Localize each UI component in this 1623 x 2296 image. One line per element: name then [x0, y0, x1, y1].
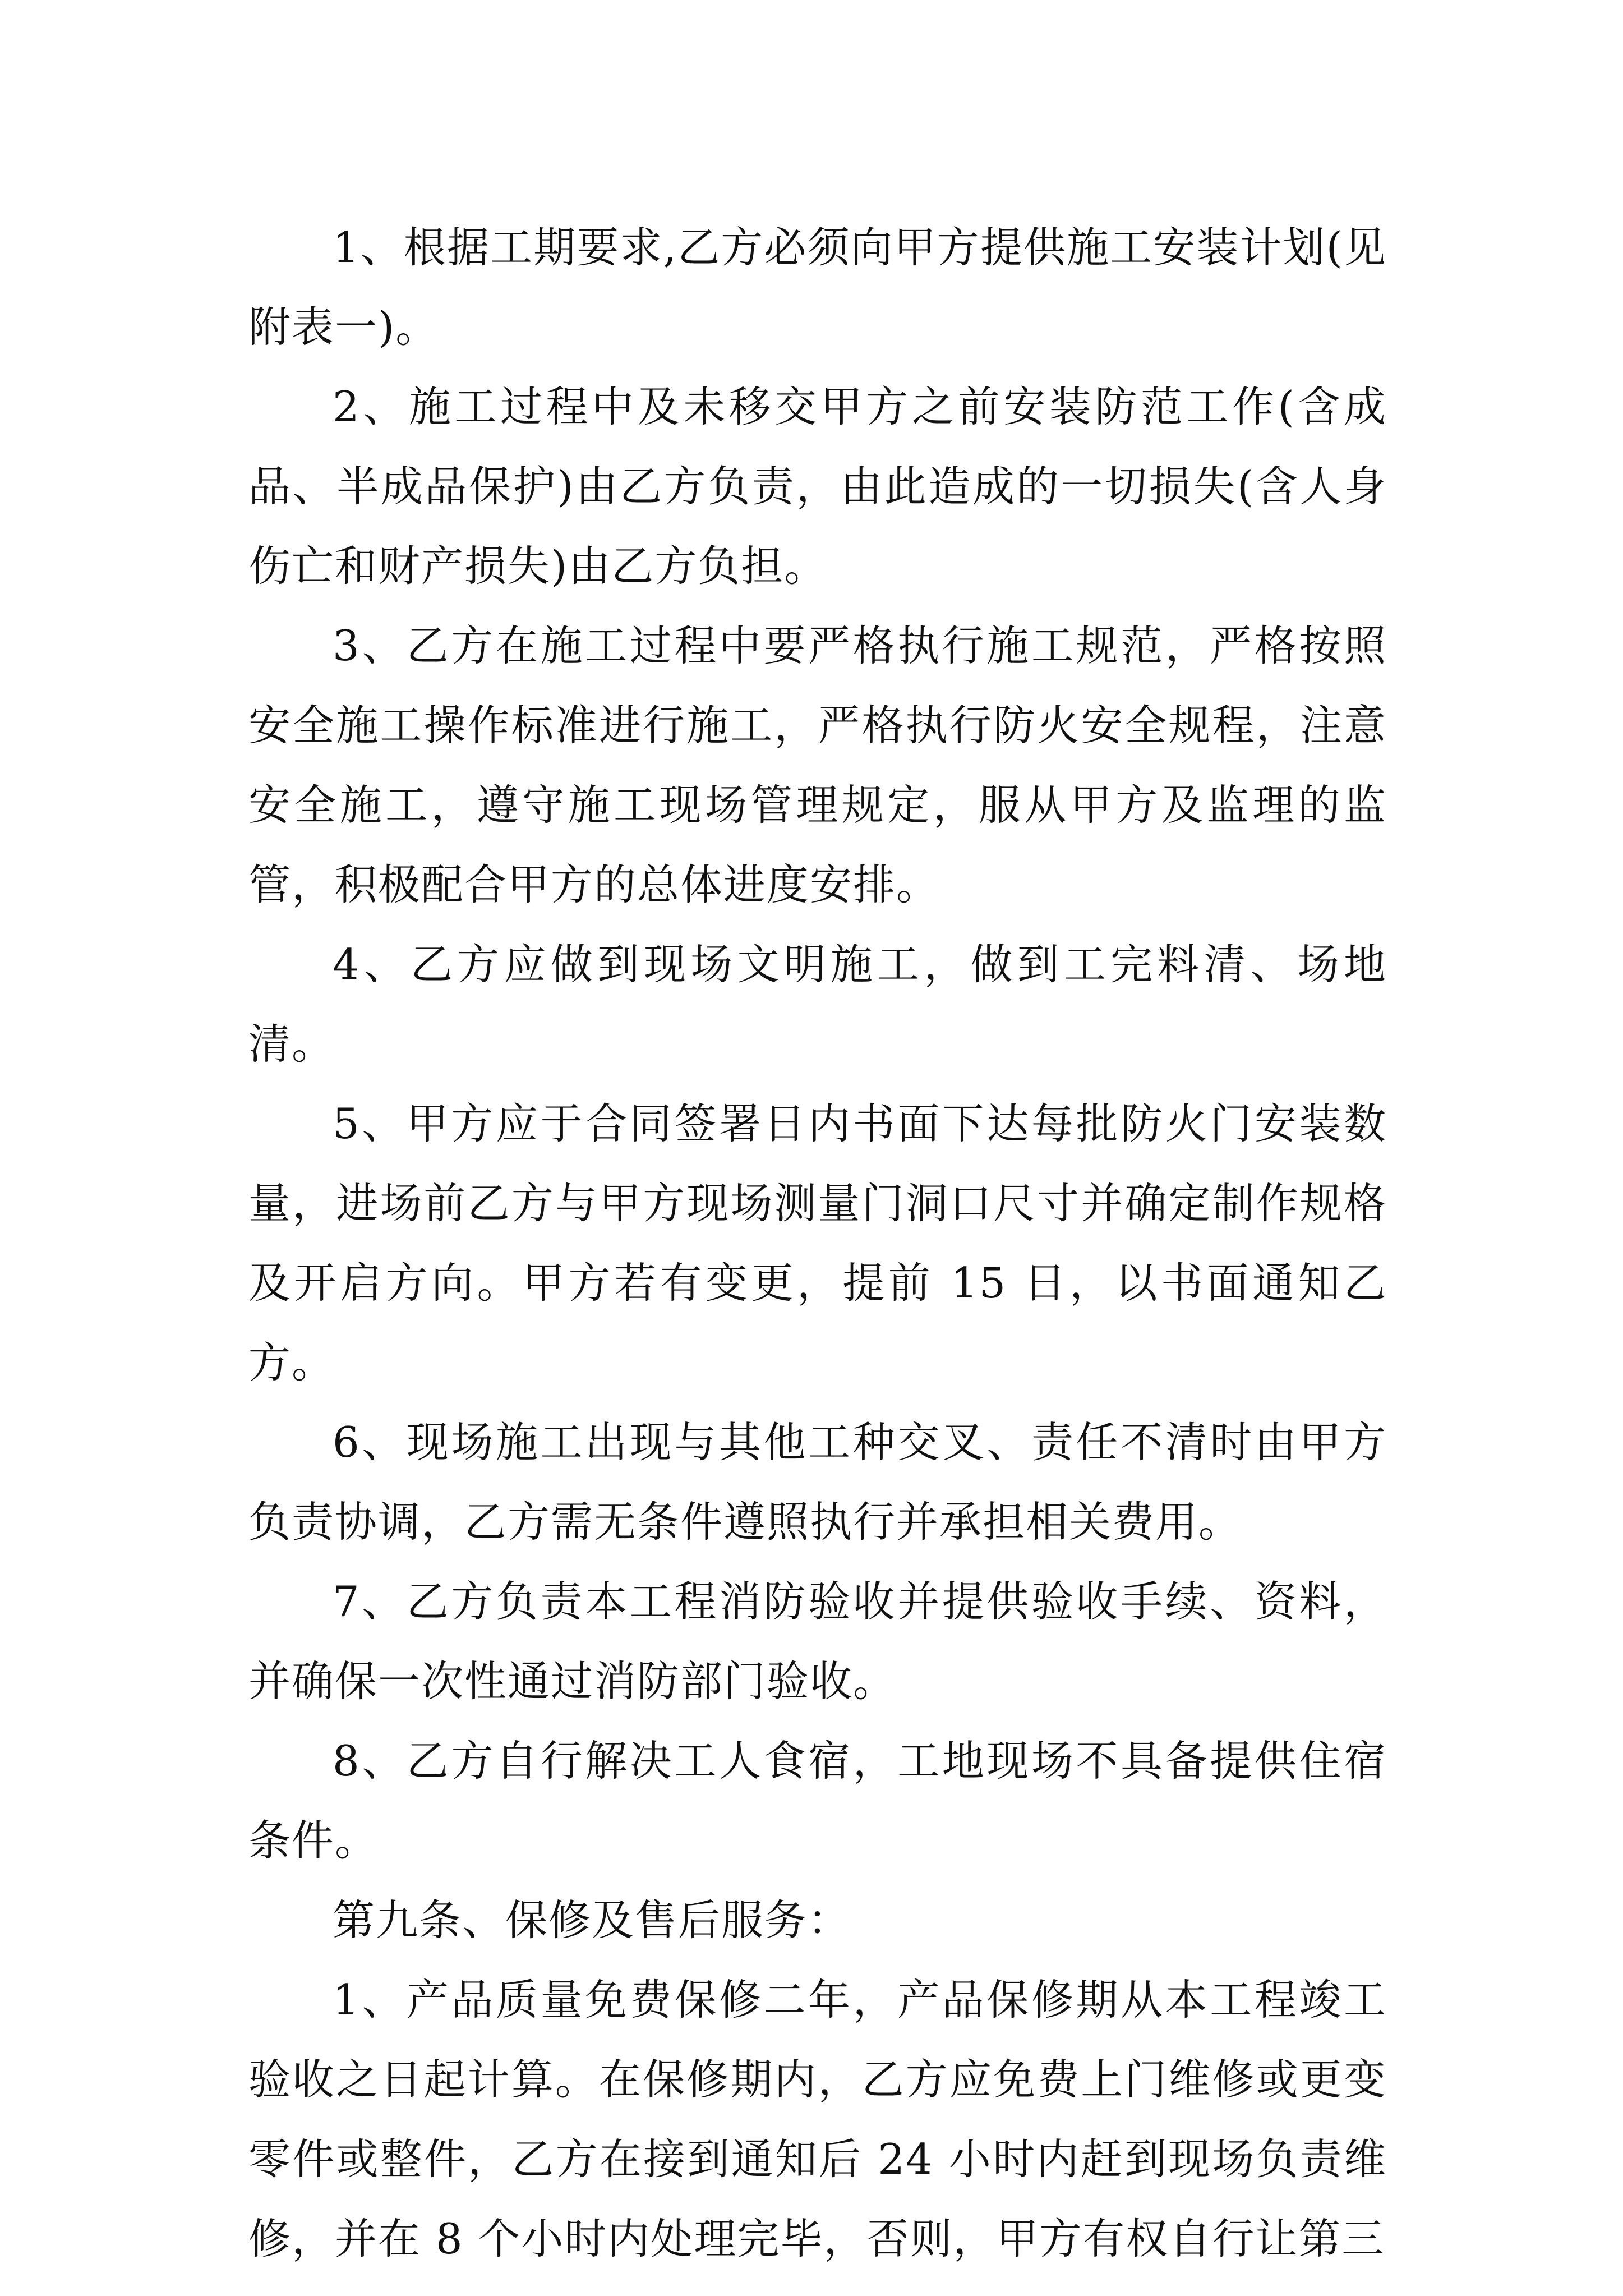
paragraph-2: 2、施工过程中及未移交甲方之前安装防范工作(含成品、半成品保护)由乙方负责，由此造成的一切损失(含人身伤亡和财产损失)由乙方负担。	[248, 382, 1387, 591]
paragraph-5: 5、甲方应于合同签署日内书面下达每批防火门安装数量，进场前乙方与甲方现场测量门洞口尺寸并确定制作规格及开启方向。甲方若有变更，提前 15 日，以书面通知乙方。	[248, 1099, 1387, 1387]
paragraph-9-1: 1、产品质量免费保修二年，产品保修期从本工程竣工验收之日起计算。在保修期内，乙方应免费上门维修或更变零件或整件，乙方在接到通知后 24 小时内赶到现场负责维修，并在 8 个小时内处理完毕，否则，甲方有权自行让第三	[248, 1975, 1387, 2263]
paragraph-7: 7、乙方负责本工程消防验收并提供验收手续、资料，并确保一次性通过消防部门验收。	[248, 1577, 1387, 1706]
paragraph-1: 1、根据工期要求,乙方必须向甲方提供施工安装计划(见附表一)。	[248, 223, 1387, 352]
paragraph-6: 6、现场施工出现与其他工种交叉、责任不清时由甲方负责协调，乙方需无条件遵照执行并承担相关费用。	[248, 1418, 1387, 1547]
paragraph-4: 4、乙方应做到现场文明施工，做到工完料清、场地清。	[248, 940, 1387, 1069]
section-heading-article-9: 第九条、保修及售后服务：	[333, 1895, 851, 1945]
document-body	[248, 208, 1387, 2279]
paragraph-8: 8、乙方自行解决工人食宿，工地现场不具备提供住宿条件。	[248, 1736, 1387, 1865]
paragraph-3: 3、乙方在施工过程中要严格执行施工规范，严格按照安全施工操作标准进行施工，严格执行防火安全规程，注意安全施工，遵守施工现场管理规定，服从甲方及监理的监管，积极配合甲方的总体进度安排。	[248, 621, 1387, 909]
